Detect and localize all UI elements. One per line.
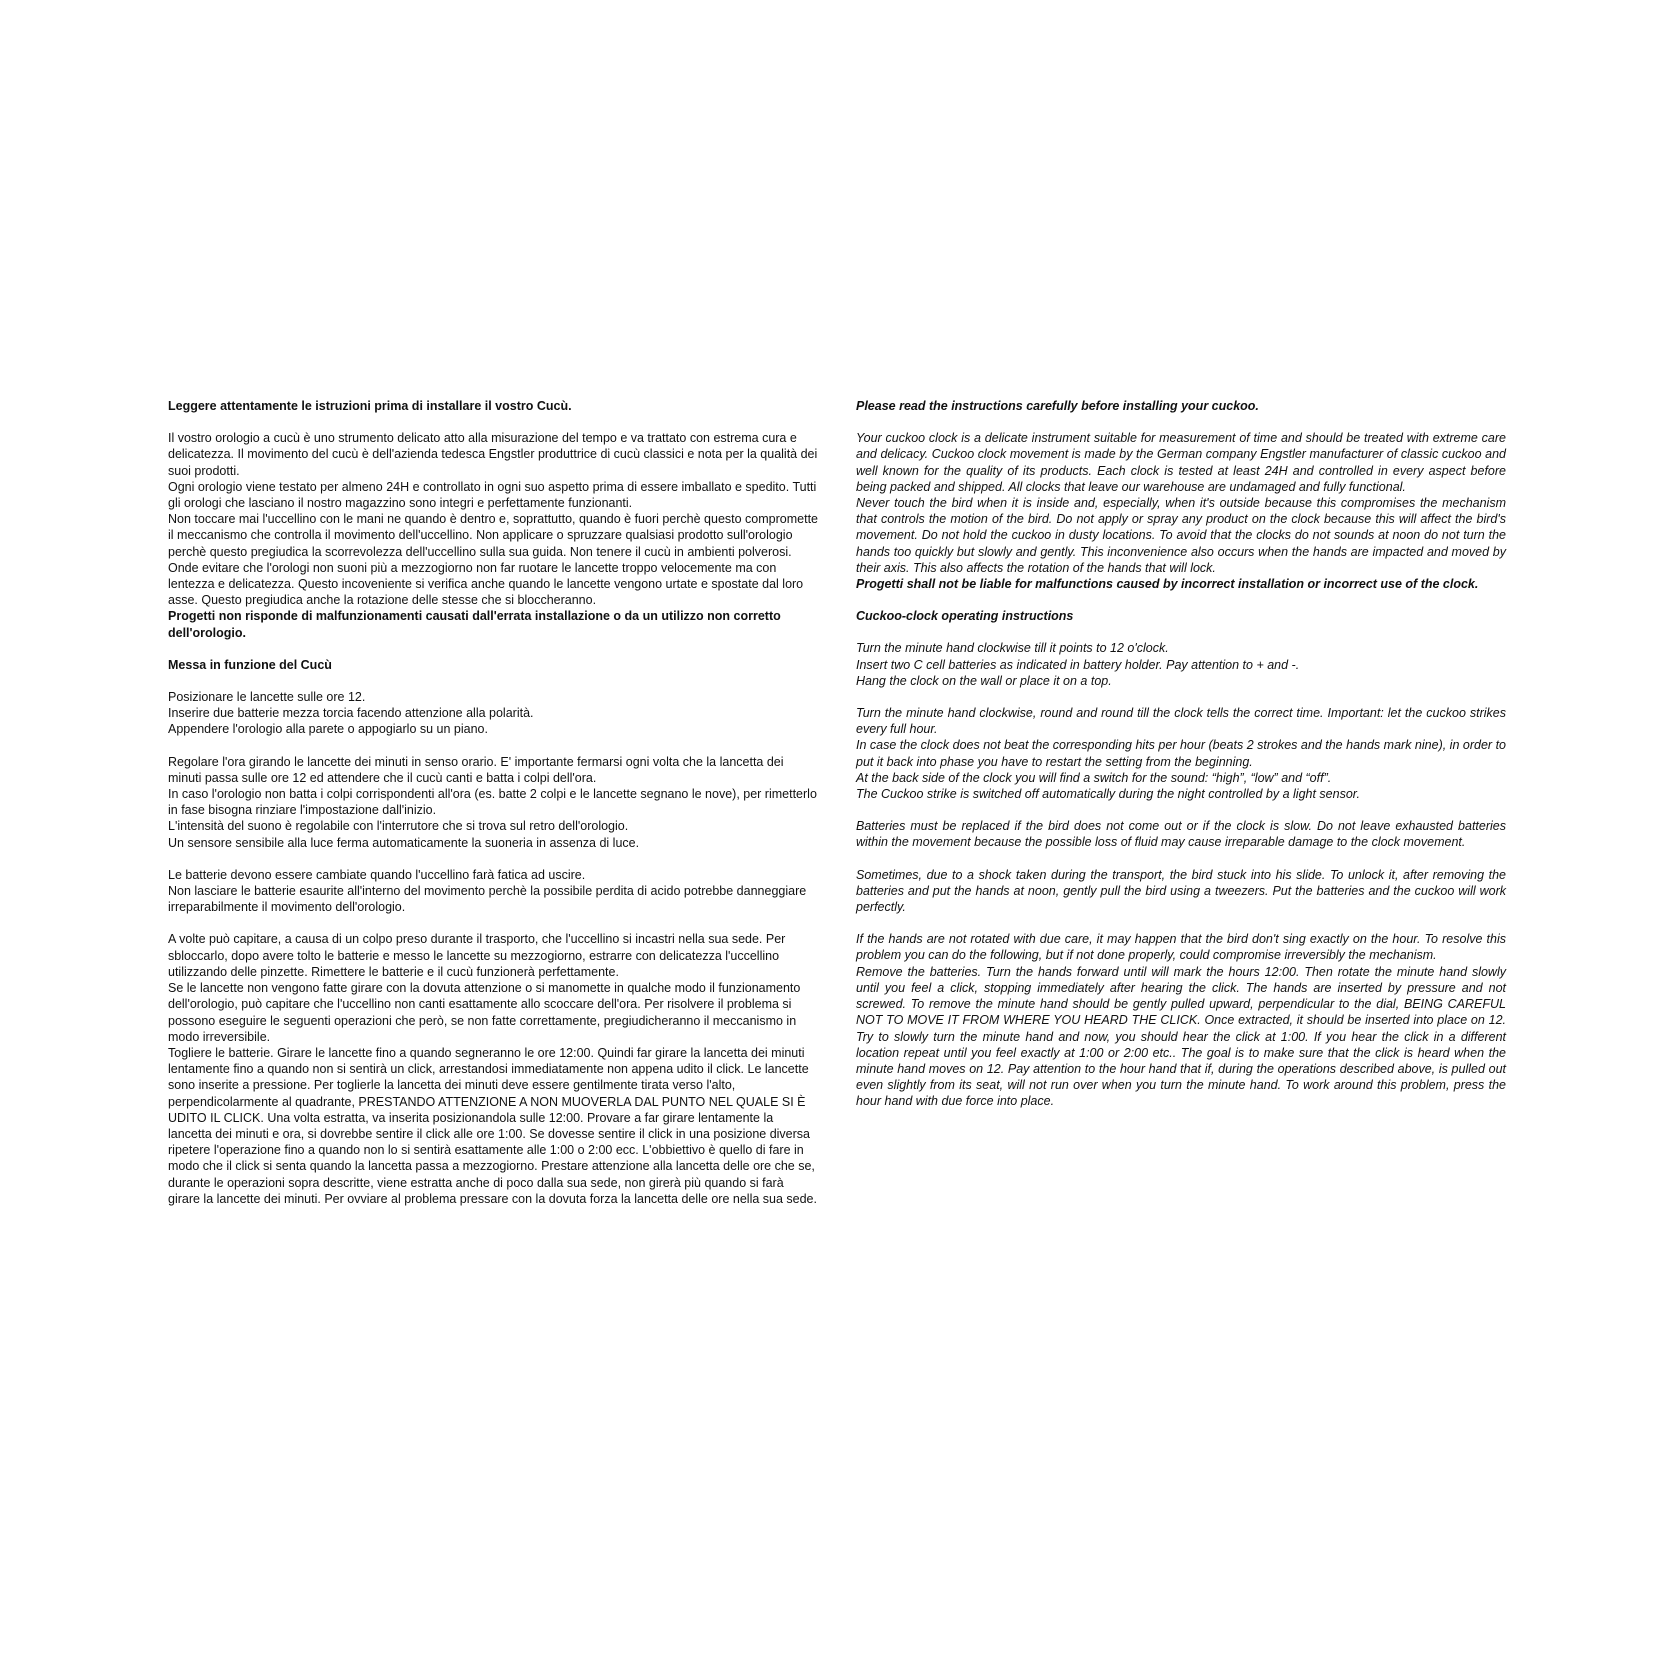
english-time-setting-2: In case the clock does not beat the corresponding hits per hour (beats 2 strokes and the hands mark nine), in order to put it back into phase you have to restart the setting from the beginning. [856,738,1506,769]
english-stuck-bird-1: Sometimes, due to a shock taken during the transport, the bird stuck into his slide. To unlock it, after removing the batteries and put the hands at noon, gently pull the bird using a tweezers. Put the batteries and the cuckoo will work perfectly. [856,867,1506,915]
english-time-setting-4: The Cuckoo strike is switched off automatically during the night controlled by a light sensor. [856,787,1360,802]
english-intro-1: Your cuckoo clock is a delicate instrument suitable for measurement of time and should be treated with extreme care and delicacy. Cuckoo clock movement is made by the German company Engstler manufacturer of classic cuckoo and well known for the quality of its products. Each clock is tested at least 24H and controlled in every aspect before being packed and shipped. All clocks that leave our warehouse are undamaged and fully functional. [856,431,1506,494]
italian-intro-1: Il vostro orologio a cucù è uno strumento delicato atto alla misurazione del tempo e va trattato con estrema cura e delicatezza. Il movimento del cucù è dell'azienda tedesca Engstler produttrice di cucù classici e nota per la qualità dei suoi prodotti. [168,431,818,478]
italian-time-setting-3: L'intensità del suono è regolabile con l'interrutore che si trova sul retro dell'orologio. [168,819,629,834]
italian-time-setting-4: Un sensore sensibile alla luce ferma automaticamente la suoneria in assenza di luce. [168,835,640,850]
italian-time-setting-1: Regolare l'ora girando le lancette dei minuti in senso orario. E' importante fermarsi ogni volta che la lancetta dei minuti passa sulle ore 12 ed attendere che il cucù canti e batta i colpi dell'ora. [168,754,784,785]
english-heading: Cuckoo-clock operating instructions [856,609,1074,624]
english-troubleshooting-2: Remove the batteries. Turn the hands forward until will mark the hours 12:00. Then rotate the minute hand slowly until you feel a click, stopping immediately after hearing the click. The hands are inserted by pressure and not screwed. To remove the minute hand should be gently pulled upward, perpendicular to the dial, BEING CAREFUL NOT TO MOVE IT FROM WHERE YOU HEARD THE CLICK. Once extracted, it should be inserted into place on 12. Try to slowly turn the minute hand and now, you should hear the click at 1:00. If you hear the click in a different location repeat until you feel exactly at 1:00 or 2:00 etc.. The goal is to make sure that the click is heard when the minute hand moves on 12. Pay attention to the hour hand that if, during the operations described above, is pulled out even slightly from its seat, will not run over when you turn the minute hand. To work around this problem, press the hour hand with due force into place. [856,964,1506,1109]
english-disclaimer: Progetti shall not be liable for malfunctions caused by incorrect installation or incorrect use of the clock. [856,577,1479,592]
italian-column [168,398,818,1207]
italian-disclaimer: Progetti non risponde di malfunzionamenti causati dall'errata installazione o da un utilizzo non corretto dell'orologio. [168,609,781,640]
italian-intro-3: Non toccare mai l'uccellino con le mani ne quando è dentro e, soprattutto, quando è fuori perchè questo compromette il meccanismo che controlla il movimento dell'uccellino. Non applicare o spruzzare qualsiasi prodotto sull'orologio perchè questo pregiudica la scorrevolezza dell'uccellino sulla sua guida. Non tenere il cucù in ambienti polverosi. Onde evitare che l'orologi non suoni più a mezzogiorno non far ruotare le lancette troppo velocemente ma con lentezza e delicatezza. Questo incoveniente si verifica anche quando le lancette vengono urtate e spostate dal loro asse. Questo pregiudica anche la rotazione delle stesse che si bloccheranno. [168,512,818,608]
english-batteries-1: Batteries must be replaced if the bird does not come out or if the clock is slow. Do not leave exhausted batteries within the movement because the possible loss of fluid may cause irreparable damage to the clock movement. [856,819,1506,850]
italian-intro-2: Ogni orologio viene testato per almeno 24H e controllato in ogni suo aspetto prima di essere imballato e spedito. Tutti gli orologi che lasciano il nostro magazzino sono integri e perfettamente funzionanti. [168,479,817,511]
english-column [856,398,1506,1110]
english-time-setting-1: Turn the minute hand clockwise, round and round till the clock tells the correct time. Important: let the cuckoo strikes every full hour. [856,706,1506,737]
english-step-2: Insert two C cell batteries as indicated in battery holder. Pay attention to + and -. [856,657,1300,672]
italian-troubleshooting-2: Se le lancette non vengono fatte girare con la dovuta attenzione o si manomette in qualche modo il funzionamento dell'orologio, può capitare che l'uccellino non canti esattamente allo scoccare dell'ora. Per risolvere il problema si possono eseguire le seguenti operazioni che però, se non fatte correttamente, pregiudicheranno il meccanismo in modo irreversibile. [168,981,801,1044]
italian-troubleshooting-1: A volte può capitare, a causa di un colpo preso durante il trasporto, che l'uccellino si incastri nella sua sede. Per sbloccarlo, dopo avere tolto le batterie e messo le lancette su mezzogiorno, estrarre con delicatezza l'uccellino utilizzando delle pinzette. Rimettere le batterie e il cucù funzionerà perfettamente. [168,932,786,979]
italian-batteries-2: Non lasciare le batterie esaurite all'interno del movimento perchè la possibile perdita di acido potrebbe danneggiare irreparabilmente il movimento dell'orologio. [168,884,807,915]
italian-step-1: Posizionare le lancette sulle ore 12. [168,690,366,705]
english-time-setting-3: At the back side of the clock you will find a switch for the sound: “high”, “low” and “off”. [856,770,1332,785]
italian-batteries-1: Le batterie devono essere cambiate quando l'uccellino farà fatica ad uscire. [168,867,586,882]
italian-step-2: Inserire due batterie mezza torcia facendo attenzione alla polarità. [168,706,534,721]
english-title: Please read the instructions carefully before installing your cuckoo. [856,399,1259,413]
italian-time-setting-2: In caso l'orologio non batta i colpi corrispondenti all'ora (es. batte 2 colpi e le lancette segnano le nove), per rimetterlo in fase bisogna rinziare l'impostazione dall'inizio. [168,787,817,818]
english-step-1: Turn the minute hand clockwise till it points to 12 o'clock. [856,641,1169,656]
italian-troubleshooting-3: Togliere le batterie. Girare le lancette fino a quando segneranno le ore 12:00. Quindi far girare la lancetta dei minuti lentamente fino a quando non si sentirà un click, arrestandosi immediatamente non appena udito il click. Le lancette sono inserite a pressione. Per toglierle la lancetta dei minuti deve essere gentilmente tirata verso l'alto, perpendicolarmente al quadrante, PRESTANDO ATTENZIONE A NON MUOVERLA DAL PUNTO NEL QUALE SI È UDITO IL CLICK. Una volta estratta, va inserita posizionandola sulle 12:00. Provare a far girare lentamente la lancetta dei minuti e ora, si dovrebbe sentire il click alle ore 1:00. Se dovesse sentire il click in una posizione diversa ripetere l'operazione fino a quando non lo si sentirà esattamente alle 1:00 o 2:00 ecc. L'obbiettivo è quello di fare in modo che il click si senta quando la lancetta passa a mezzogiorno. Prestare attenzione alla lancetta delle ore che se, durante le operazioni sopra descritte, viene estratta anche di poco dalla sua sede, non girerà più quando si farà girare la lancette dei minuti. Per ovviare al problema pressare con la dovuta forza la lancetta delle ore nella sua sede. [168,1045,817,1206]
english-intro-2: Never touch the bird when it is inside and, especially, when it's outside because this compromises the mechanism that controls the motion of the bird. Do not apply or spray any product on the clock because this will affect the bird's movement. Do not hold the cuckoo in dusty locations. To avoid that the clocks do not sounds at noon do not turn the hands too quickly but slowly and gently. This inconvenience also occurs when the hands are impacted and moved by their axis. This also affects the rotation of the hands that will lock. [856,496,1506,575]
english-troubleshooting-1: If the hands are not rotated with due care, it may happen that the bird don't sing exactly on the hour. To resolve this problem you can do the following, but if not done properly, could compromise irreversibly the mechanism. [856,932,1506,963]
italian-step-3: Appendere l'orologio alla parete o appogiarlo su un piano. [168,722,488,737]
italian-title: Leggere attentamente le istruzioni prima di installare il vostro Cucù. [168,399,572,413]
italian-heading: Messa in funzione del Cucù [168,657,332,672]
english-step-3: Hang the clock on the wall or place it on a top. [856,673,1112,688]
